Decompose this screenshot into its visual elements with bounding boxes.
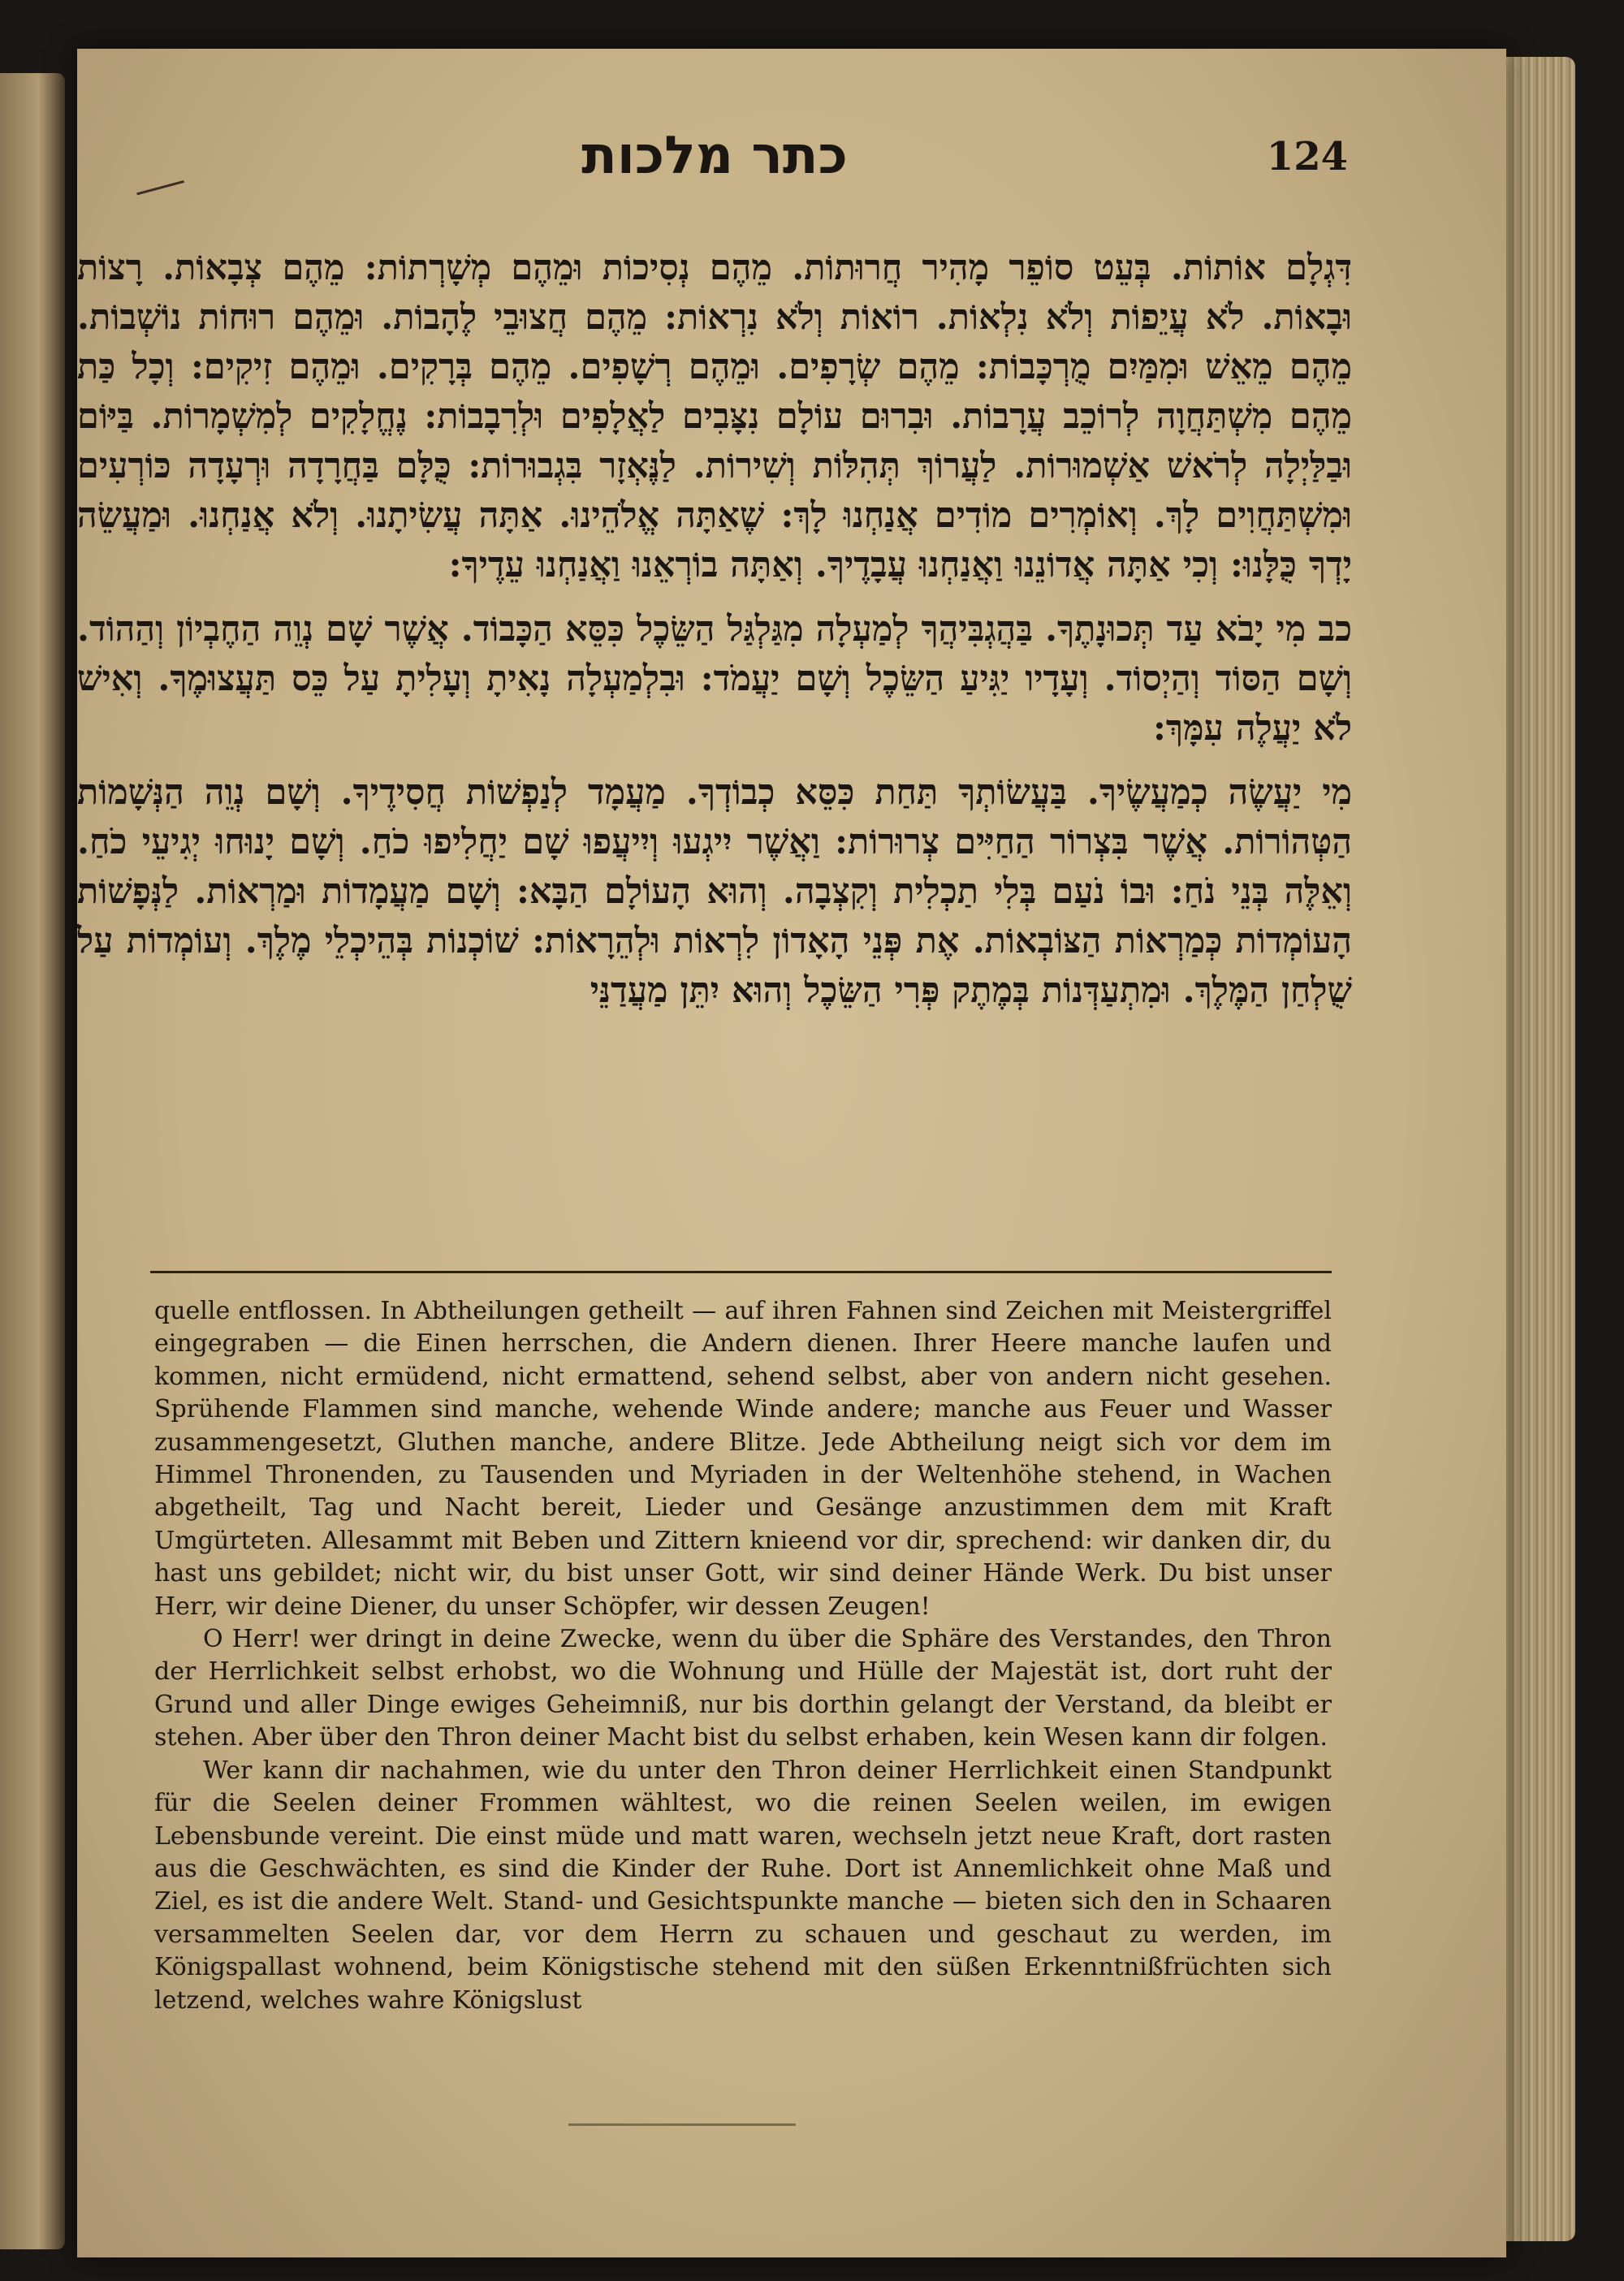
german-translation-block xyxy=(154,1295,1332,2017)
german-paragraph: quelle entflossen. In Abtheilungen getheilt — auf ihren Fahnen sind Zeichen mit Meistergriffel eingegraben — die Einen herrschen, die Andern dienen. Ihrer Heere manche laufen und kommen, nicht ermüdend, nicht ermattend, sehend selbst, aber von andern nicht gesehen. Sprühende Flammen sind manche, wehende Winde andere; manche aus Feuer und Wasser zusammengesetzt, Gluthen manche, andere Blitze. Jede Abtheilung neigt sich vor dem im Himmel Thronenden, zu Tausenden und Myriaden in der Weltenhöhe stehend, in Wachen abgetheilt, Tag und Nacht bereit, Lieder und Gesänge anzustimmen dem mit Kraft Umgürteten. Allesammt mit Beben und Zittern knieend vor dir, sprechend: wir danken dir, du hast uns gebildet; nicht wir, du bist unser Gott, wir sind deiner Hände Werk. Du bist unser Herr, wir deine Diener, du unser Schöpfer, wir dessen Zeugen! xyxy=(154,1297,1332,1621)
left-page-edge xyxy=(0,73,65,2249)
hebrew-paragraph: כב מִי יָבֹא עַד תְּכוּנָתֶךָ. בַּהֲגְבִּיהֲךָ לְמַעְלָה מִגַּלְגַּל הַשֵּׂכֶל כִּסֵּא הַכָּבוֹד. אֲשֶׁר שָׁם נְוֵה הַחֶבְיוֹן וְהַהוֹד. וְשָׁם הַסּוֹד וְהַיְסוֹד. וְעָדָיו יַגִּיעַ הַשֵּׂכֶל וְשָׁם יַעֲמֹד: וּבִלְמַעְלָה נָאִיתָ וְעָלִיתָ עַל כֵּס תַּעֲצוּמֶךָ. וְאִישׁ לֹא יַעֲלֶה עִמָּךְ: xyxy=(77,609,1352,749)
hebrew-paragraph: דִּגְלָם אוֹתוֹת. בְּעֵט סוֹפֵר מָהִיר חֲרוּתוֹת. מֵהֶם נְסִיכוֹת וּמֵהֶם מְשָׁרְתוֹת: מֵהֶם צְבָאוֹת. רָצוֹת וּבָאוֹת. לֹא עֲיֵפוֹת וְלֹא נִלְאוֹת. רוֹאוֹת וְלֹא נִרְאוֹת: מֵהֶם חֲצוּבֵי לֶהָבוֹת. וּמֵהֶם רוּחוֹת נוֹשְׁבוֹת. מֵהֶם מֵאֵשׁ וּמִמַּיִם מֻרְכָּבוֹת: מֵהֶם שְׂרָפִים. וּמֵהֶם רְשָׁפִים. מֵהֶם בְּרָקִים. וּמֵהֶם זִיקִים: וְכָל כַּת מֵהֶם מִשְׁתַּחֲוָה לְרוֹכֵב עֲרָבוֹת. וּבִרוּם עוֹלָם נִצָּבִים לַאֲלָפִים וּלְרִבָבוֹת: נֶחֱלָקִים לְמִשְׁמָרוֹת. בַּיּוֹם וּבַלַּיְלָה לְרֹאשׁ אַשְׁמוּרוֹת. לַעֲרוֹךְ תְּהִלּוֹת וְשִׁירוֹת. לַנֶּאְזָר בִּגְבוּרוֹת: כֻּלָּם בַּחֲרָדָה וּרְעָדָה כּוֹרְעִים וּמִשְׁתַּחֲוִים לָךְ. וְאוֹמְרִים מוֹדִים אֲנַחְנוּ לָךְ: שֶׁאַתָּה אֱלֹהֵינוּ. אַתָּה עֲשִׂיתָנוּ. וְלֹא אֲנַחְנוּ. וּמַעֲשֵׂה יָדְךָ כֻּלָּנוּ: וְכִי אַתָּה אֲדוֹנֵנוּ וַאֲנַחְנוּ עֲבָדֶיךָ. וְאַתָּה בוֹרְאֵנוּ וַאֲנַחְנוּ עֵדֶיךָ: xyxy=(77,248,1352,585)
hebrew-text-block xyxy=(77,244,1352,1030)
page-header xyxy=(81,126,1348,215)
running-title: כתר מלכות xyxy=(581,126,848,186)
german-paragraph: O Herr! wer dringt in deine Zwecke, wenn du über die Sphäre des Verstandes, den Thron der Herrlichkeit selbst erhobst, wo die Wohnung und Hülle der Majestät ist, dort ruht der Grund und aller Dinge ewiges Geheimniß, nur bis dorthin gelangt der Verstand, da bleibt er stehen. Aber über den Thron deiner Macht bist du selbst erhaben, kein Wesen kann dir folgen. xyxy=(154,1625,1332,1752)
german-paragraph: Wer kann dir nachahmen, wie du unter den Thron deiner Herrlichkeit einen Standpunkt für die Seelen deiner Frommen wähltest, wo die reinen Seelen weilen, im ewigen Lebensbunde vereint. Die einst müde und matt waren, wechseln jetzt neue Kraft, dort rasten aus die Geschwächten, es sind die Kinder der Ruhe. Dort ist Annemlichkeit ohne Maß und Ziel, es ist die andere Welt. Stand- und Gesichtspunkte manche — bieten sich den in Schaaren versammelten Seelen dar, vor dem Herrn zu schauen und geschaut zu werden, im Königspallast wohnend, beim Königstische stehend mit den süßen Erkenntnißfrüchten sich letzend, welches wahre Königslust xyxy=(154,1756,1332,2015)
bottom-ornament xyxy=(568,2123,796,2136)
page-number: 124 xyxy=(1266,134,1348,179)
divider-rule xyxy=(150,1271,1332,1273)
hebrew-paragraph: מִי יַעֲשֶׂה כְמַעֲשֶׂיךָ. בַּעֲשׂוֹתְךָ תַּחַת כִּסֵּא כְבוֹדְךָ. מַעֲמָד לְנַפְשׁוֹת חֲסִידֶיךָ. וְשָׁם נְוֵה הַנְּשָׁמוֹת הַטְּהוֹרוֹת. אֲשֶׁר בִּצְרוֹר הַחַיִּים צְרוּרוֹת: וַאֲשֶׁר יִיגְעוּ וְיִיעֲפוּ שָׁם יַחֲלִיפוּ כֹחַ. וְשָׁם יָנוּחוּ יְגִיעֵי כֹחַ. וְאֵלֶּה בְּנֵי נֹחַ: וּבוֹ נֹעַם בְּלִי תַכְלִית וְקִצְבָה. וְהוּא הָעוֹלָם הַבָּא: וְשָׁם מַעֲמָדוֹת וּמַרְאוֹת. לַנְּפָשׁוֹת הָעוֹמְדוֹת כְּמַרְאוֹת הַצּוֹבְאוֹת. אֶת פְּנֵי הָאָדוֹן לִרְאוֹת וּלְהֵרָאוֹת: שׁוֹכְנוֹת בְּהֵיכְלֵי מֶלֶךְ. וְעוֹמְדוֹת עַל שֻׁלְחַן הַמֶּלֶךְ. וּמִתְעַדְּנוֹת בְּמֶתֶק פְּרִי הַשֵּׂכֶל וְהוּא יִתֵּן מַעֲדַנֵּי xyxy=(77,772,1352,1011)
